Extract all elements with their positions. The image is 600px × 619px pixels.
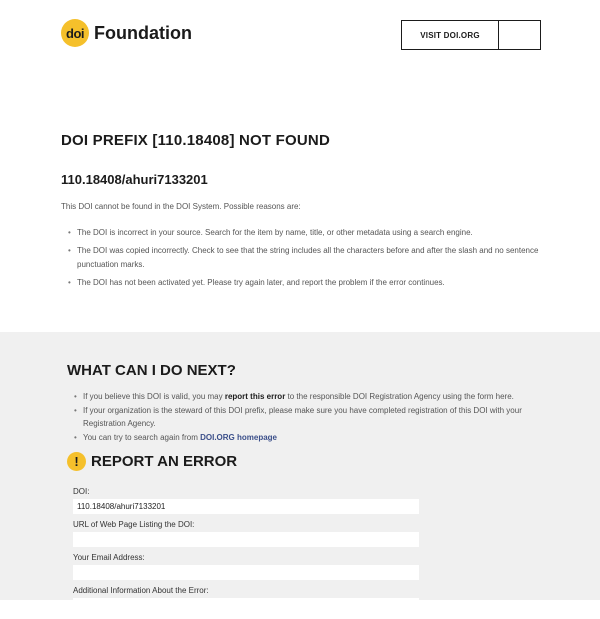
menu-button[interactable] <box>499 21 540 49</box>
url-field[interactable] <box>73 532 419 547</box>
email-field[interactable] <box>73 565 419 580</box>
list-item <box>83 431 533 444</box>
list-item: • The DOI is incorrect in your source. Search for the item by name, title, or other metadata using a search engine. <box>77 226 547 240</box>
header-actions <box>401 20 541 50</box>
item-text: If you believe this DOI is valid, you may <box>83 392 225 401</box>
report-error-heading <box>67 452 237 471</box>
reasons-list <box>61 226 547 294</box>
next-steps-title: WHAT CAN I DO NEXT? <box>67 362 236 379</box>
report-error-link[interactable]: report this error <box>224 392 286 401</box>
exclamation-icon: ! <box>67 452 86 471</box>
doi-field-label: DOI: <box>73 487 90 496</box>
list-item <box>83 390 533 403</box>
url-field-label: URL of Web Page Listing the DOI: <box>73 520 195 529</box>
report-error-title: REPORT AN ERROR <box>91 453 238 470</box>
doi-foundation-logo[interactable] <box>61 19 192 47</box>
logo-mark: doi <box>61 19 89 47</box>
logo-text: Foundation <box>94 22 192 43</box>
next-steps-list <box>67 390 533 445</box>
next-steps-section <box>0 332 600 600</box>
doi-field[interactable] <box>73 499 419 514</box>
doi-org-homepage-link[interactable]: DOI.ORG homepage <box>200 433 278 442</box>
page-title: DOI PREFIX [110.18408] NOT FOUND <box>61 132 330 149</box>
visit-doi-org-button[interactable]: VISIT DOI.ORG <box>402 21 499 49</box>
report-error-form <box>73 487 419 619</box>
list-item: • The DOI has not been activated yet. Please try again later, and report the problem if the error continues. <box>77 276 547 290</box>
list-item: • If your organization is the steward of this DOI prefix, please make sure you have completed registration of this DOI with your Registration Agency. <box>83 404 533 430</box>
info-field[interactable] <box>73 598 419 613</box>
info-field-label: Additional Information About the Error: <box>73 586 209 595</box>
reasons-intro: This DOI cannot be found in the DOI System. Possible reasons are: <box>61 202 301 211</box>
list-item: • The DOI was copied incorrectly. Check to see that the string includes all the characters before and after the slash and no sentence punctuation marks. <box>77 244 547 272</box>
doi-name: 110.18408/ahuri7133201 <box>61 172 208 187</box>
item-text: You can try to search again from <box>83 433 201 442</box>
site-header <box>0 0 600 70</box>
email-field-label: Your Email Address: <box>73 553 145 562</box>
error-content <box>61 132 541 287</box>
item-text: to the responsible DOI Registration Agency using the form here. <box>285 392 514 401</box>
